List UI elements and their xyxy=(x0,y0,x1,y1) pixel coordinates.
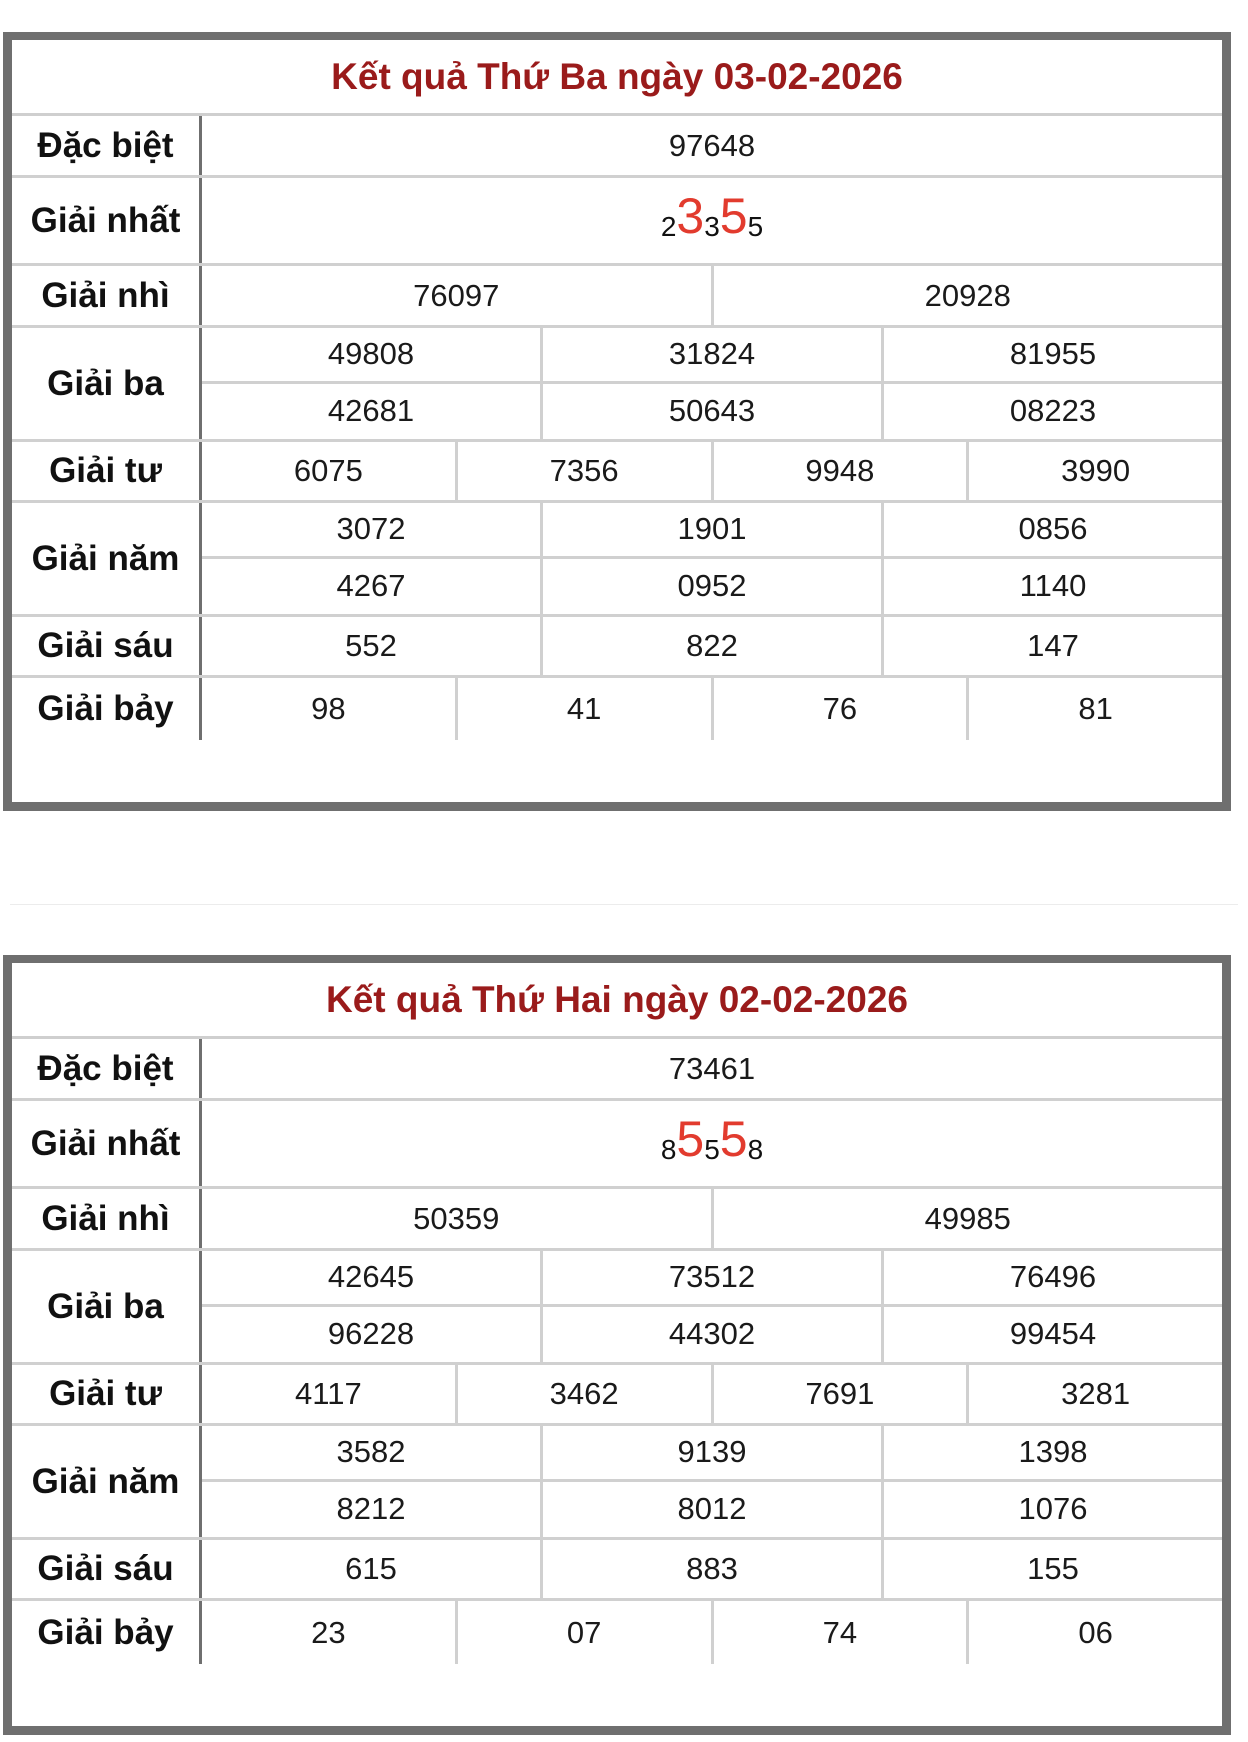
prize-label: Giải nhì xyxy=(12,1189,202,1248)
number-cell: 50643 xyxy=(540,384,881,440)
prize-label: Đặc biệt xyxy=(12,1039,202,1098)
row-first xyxy=(12,1101,1222,1189)
prize-label: Đặc biệt xyxy=(12,116,202,175)
prize-label: Giải sáu xyxy=(12,617,202,675)
number-cell: 0952 xyxy=(540,559,881,615)
number-cell: 50359 xyxy=(413,1200,500,1236)
prize-label: Giải tư xyxy=(12,1365,202,1423)
row-second xyxy=(12,1189,1222,1251)
result-table-1 xyxy=(3,32,1231,811)
number-cell: 42645 xyxy=(327,1259,415,1295)
number-cell: 81 xyxy=(966,678,1222,740)
number-cell: 8 5 5 5 8 xyxy=(660,1111,764,1167)
divider xyxy=(10,904,1238,905)
number-cell: 9139 xyxy=(540,1426,881,1479)
number-cell: 9948 xyxy=(711,442,967,500)
number-cell: 49985 xyxy=(711,1189,1223,1248)
number-cell: 31824 xyxy=(540,328,881,381)
prize-label: Giải năm xyxy=(12,503,202,614)
row-special xyxy=(12,1039,1222,1101)
result-title: Kết quả Thứ Ba ngày 03-02-2026 xyxy=(12,40,1222,116)
row-fourth xyxy=(12,1365,1222,1426)
number-cell: 1140 xyxy=(881,559,1222,615)
number-cell: 73512 xyxy=(540,1251,881,1304)
row-sixth xyxy=(12,1540,1222,1601)
row-seventh xyxy=(12,1601,1222,1664)
number-cell: 1398 xyxy=(881,1426,1222,1479)
number-cell: 3072 xyxy=(336,511,406,547)
number-cell: 20928 xyxy=(711,266,1223,325)
number-cell: 81955 xyxy=(881,328,1222,381)
row-first xyxy=(12,178,1222,266)
number-cell: 7691 xyxy=(711,1365,967,1423)
row-sixth xyxy=(12,617,1222,678)
number-cell: 4117 xyxy=(295,1376,362,1411)
row-special xyxy=(12,116,1222,178)
prize-label: Giải nhì xyxy=(12,266,202,325)
row-third xyxy=(12,328,1222,442)
number-cell: 552 xyxy=(345,628,397,663)
number-cell: 07 xyxy=(455,1601,711,1664)
number-cell: 76496 xyxy=(881,1251,1222,1304)
number-cell: 7356 xyxy=(455,442,711,500)
number-cell: 41 xyxy=(455,678,711,740)
number-cell: 8012 xyxy=(540,1482,881,1538)
row-fourth xyxy=(12,442,1222,503)
result-title: Kết quả Thứ Hai ngày 02-02-2026 xyxy=(12,963,1222,1039)
number-cell: 3990 xyxy=(966,442,1222,500)
number-cell: 3281 xyxy=(966,1365,1222,1423)
number-cell: 3462 xyxy=(455,1365,711,1423)
number-cell: 155 xyxy=(881,1540,1222,1598)
number-cell: 615 xyxy=(345,1551,397,1586)
number-cell: 08223 xyxy=(881,384,1222,440)
number-cell: 97648 xyxy=(668,127,756,163)
number-cell: 0856 xyxy=(881,503,1222,556)
prize-label: Giải ba xyxy=(12,1251,202,1362)
number-cell: 4267 xyxy=(336,568,406,604)
prize-label: Giải tư xyxy=(12,442,202,500)
prize-label: Giải ba xyxy=(12,328,202,439)
result-table-2 xyxy=(3,955,1231,1735)
number-cell: 822 xyxy=(540,617,881,675)
prize-label: Giải sáu xyxy=(12,1540,202,1598)
row-seventh xyxy=(12,678,1222,740)
number-cell: 74 xyxy=(711,1601,967,1664)
number-cell: 06 xyxy=(966,1601,1222,1664)
row-fifth xyxy=(12,1426,1222,1540)
number-cell: 44302 xyxy=(540,1307,881,1363)
number-cell: 883 xyxy=(540,1540,881,1598)
number-cell: 3582 xyxy=(336,1434,406,1470)
row-second xyxy=(12,266,1222,328)
prize-label: Giải bảy xyxy=(12,1601,202,1664)
number-cell: 6075 xyxy=(293,453,363,488)
number-cell: 1901 xyxy=(540,503,881,556)
prize-label: Giải nhất xyxy=(12,178,202,263)
number-cell: 147 xyxy=(881,617,1222,675)
number-cell: 42681 xyxy=(327,393,415,429)
number-cell: 99454 xyxy=(881,1307,1222,1363)
number-cell: 2 3 3 5 5 xyxy=(660,188,764,244)
prize-label: Giải năm xyxy=(12,1426,202,1537)
number-cell: 76 xyxy=(711,678,967,740)
number-cell: 73461 xyxy=(668,1050,756,1086)
number-cell: 98 xyxy=(311,691,346,726)
number-cell: 1076 xyxy=(881,1482,1222,1538)
number-cell: 23 xyxy=(311,1614,346,1650)
row-fifth xyxy=(12,503,1222,617)
prize-label: Giải nhất xyxy=(12,1101,202,1186)
number-cell: 76097 xyxy=(413,277,500,313)
row-third xyxy=(12,1251,1222,1365)
prize-label: Giải bảy xyxy=(12,678,202,740)
number-cell: 8212 xyxy=(336,1491,406,1527)
number-cell: 96228 xyxy=(327,1316,415,1352)
number-cell: 49808 xyxy=(327,336,415,372)
